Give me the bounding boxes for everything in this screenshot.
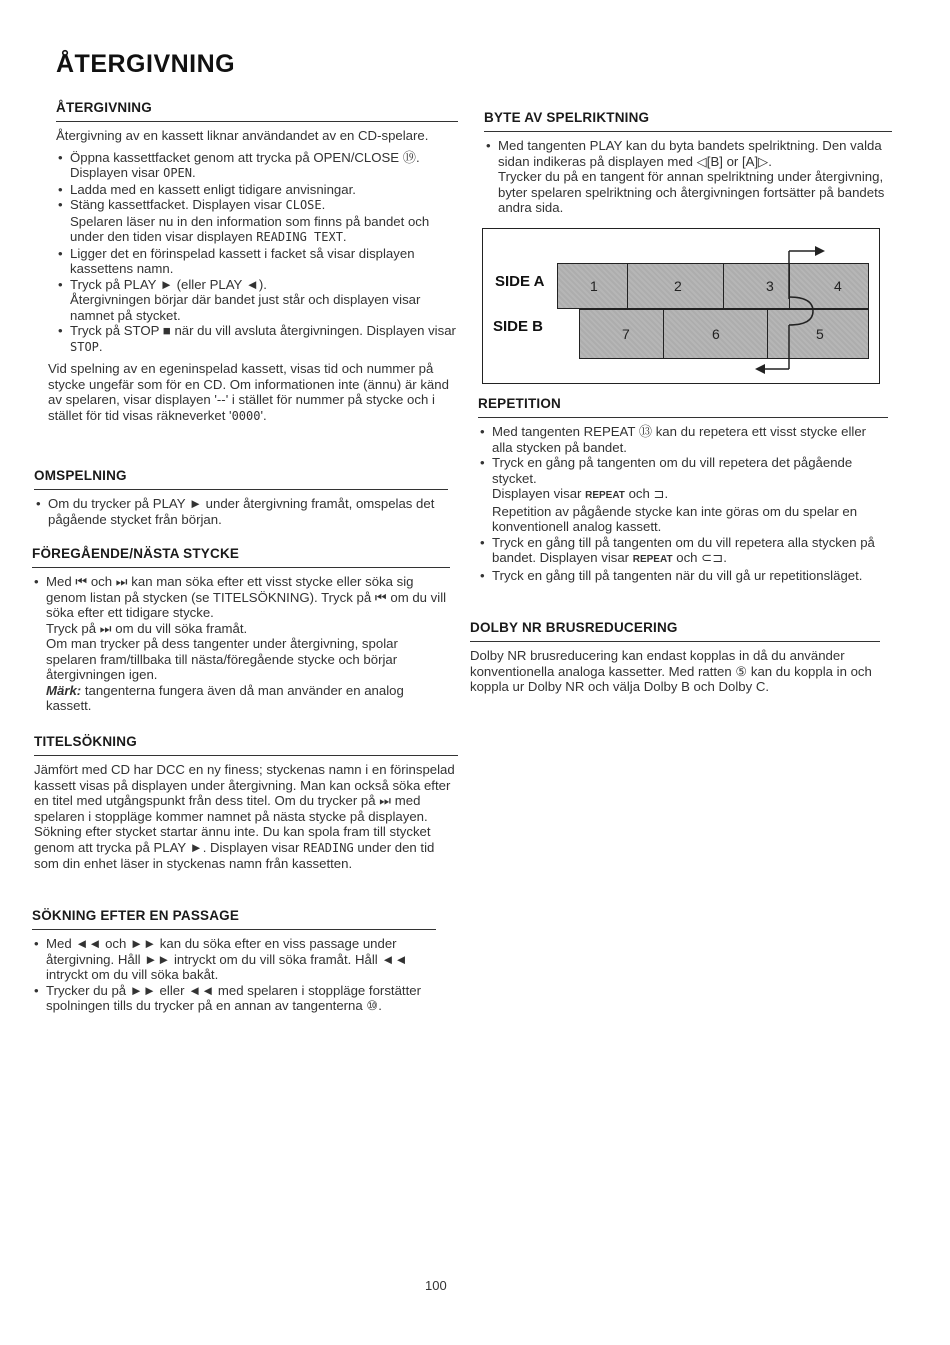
body-text: Jämfört med CD har DCC en ny finess; styckenas namn i en förinspelad kassett visas på displayen under återgivning. Man kan också söka efter en titel med utgångspunkt från dess titel. Om du trycker på ⏭ med spelaren i stoppläge kommer namnet på nästa stycke på displayen. Sökning efter stycket startar ännu inte. Du kan spola fram till stycket genom att trycka på PLAY ►. Displayen visar READING under den tid som din enhet läser in styckenas namn från kassetten. xyxy=(34,762,455,871)
track-cell: 2 xyxy=(628,264,724,308)
display-readout: REPEAT xyxy=(632,554,673,565)
bullet-list xyxy=(32,936,436,1014)
list-item: • Trycker du på ►► eller ◄◄ med spelaren i stoppläge forstätter spolningen tills du trycker på en annan av tangenterna ⑩. xyxy=(32,983,436,1014)
list-item: • Med tangenten REPEAT ⑬ kan du repetera ett visst stycke eller alla stycken på bandet. xyxy=(478,424,888,455)
section-heading: OMSPELNING xyxy=(34,468,448,490)
tape-track-diagram xyxy=(482,228,880,384)
list-item: • Tryck en gång till på tangenten om du vill repetera alla stycken på bandet. Displayen visar REPEAT och ⊂⊐. xyxy=(478,535,888,568)
track-cell: 4 xyxy=(834,278,842,294)
section-byte xyxy=(484,110,892,216)
list-item: • Stäng kassettfacket. Displayen visar CLOSE. Spelaren läser nu in den information som finns på bandet och under den tiden visar displayen READING TEXT. xyxy=(56,197,458,246)
bullet-list xyxy=(478,424,888,583)
list-item: • Om du trycker på PLAY ► under återgivning framåt, omspelas det pågående stycket från början. xyxy=(34,496,448,527)
side-b-label: SIDE B xyxy=(493,318,544,335)
track-cell: 7 xyxy=(580,310,664,358)
section-heading: BYTE AV SPELRIKTNING xyxy=(484,110,892,132)
list-item xyxy=(56,150,458,182)
reverse-arrow xyxy=(755,325,789,374)
section-foregaende xyxy=(32,546,450,714)
reverse-curve xyxy=(789,297,813,325)
track-cell: 1 xyxy=(558,264,628,308)
bullet-list xyxy=(32,574,450,714)
bullet-list xyxy=(484,138,892,216)
bullet-list xyxy=(56,150,458,356)
list-item: • Tryck en gång på tangenten om du vill repetera det pågående stycket. Displayen visar REPEAT och ⊐. Repetition av pågående stycke kan inte göras om du spelar en konventionell analog kassett. xyxy=(478,455,888,535)
section-heading: DOLBY NR BRUSREDUCERING xyxy=(470,620,880,642)
page-number: 100 xyxy=(425,1278,447,1293)
bullet-list xyxy=(34,496,448,527)
list-item: • Med tangenten PLAY kan du byta bandets spelriktning. Den valda sidan indikeras på displayen med ◁[B] or [A]▷. Trycker du på en tangent för annan spelriktning under återgivning, byter spelaren spelriktning och återgivningen fortsätter på bandets andra sida. xyxy=(484,138,892,216)
forward-arrow xyxy=(789,246,825,299)
page-title: ÅTERGIVNING xyxy=(56,50,236,78)
section-heading: SÖKNING EFTER EN PASSAGE xyxy=(32,908,436,930)
display-readout: REPEAT xyxy=(585,490,625,501)
direction-arrows xyxy=(483,229,879,383)
section-omspelning xyxy=(34,468,448,527)
track-cell: 6 xyxy=(664,310,768,358)
section-heading: ÅTERGIVNING xyxy=(56,100,458,122)
section-heading: FÖREGÅENDE/NÄSTA STYCKE xyxy=(32,546,450,568)
note-label: Märk: xyxy=(46,682,82,698)
track-cell: 5 xyxy=(816,326,824,342)
list-item: • Ladda med en kassett enligt tidigare anvisningar. xyxy=(56,182,458,198)
display-readout: CLOSE xyxy=(285,198,322,212)
body-text: Dolby NR brusreducering kan endast kopplas in då du använder konventionella analoga kassetter. Med ratten ⑤ kan du koppla in och koppla ur Dolby NR och välja Dolby B och Dolby C. xyxy=(470,648,872,694)
list-item: • Tryck på PLAY ► (eller PLAY ◄). Återgivningen börjar där bandet just står och displayen visar namnet på stycket. xyxy=(56,277,458,324)
section-heading: REPETITION xyxy=(478,396,888,418)
display-readout: OPEN xyxy=(163,166,192,180)
item-subtext: Displayen visar OPEN. xyxy=(70,165,196,180)
track-cell: 3 xyxy=(724,264,790,308)
list-item: • Med ◄◄ och ►► kan du söka efter en viss passage under återgivning. Håll ►► intryckt om du vill söka framåt. Håll ◄◄ intryckt om du vill söka bakåt. xyxy=(32,936,436,983)
list-item: • Tryck på STOP ■ när du vill avsluta återgivningen. Displayen visar STOP. xyxy=(56,323,458,355)
list-item: • Tryck en gång till på tangenten när du vill gå ur repetitionsläget. xyxy=(478,568,888,584)
display-readout: STOP xyxy=(70,339,99,354)
intro-text: Återgivning av en kassett liknar användandet av en CD-spelare. xyxy=(56,128,429,143)
section-sokning xyxy=(32,908,436,1014)
section-heading: TITELSÖKNING xyxy=(34,734,458,756)
section-atergivning xyxy=(48,100,458,424)
side-a-label: SIDE A xyxy=(495,273,545,290)
outro-text: Vid spelning av en egeninspelad kassett, visas tid och nummer på stycke ungefär som för en CD. Om informationen inte (ännu) är känd av spelaren, visar displayen '--' i stället för nummer på stycke och i stället för tid visas räkneverket '0000'. xyxy=(48,361,449,423)
list-item: • Ligger det en förinspelad kassett i facket så visar displayen kassettens namn. xyxy=(56,246,458,277)
item-text: • Öppna kassettfacket genom att trycka på OPEN/CLOSE ⑲. xyxy=(70,149,420,165)
section-repetition xyxy=(478,396,888,583)
display-readout: READING TEXT xyxy=(256,230,343,244)
section-dolby xyxy=(470,620,880,695)
section-titelsokning xyxy=(34,734,458,872)
list-item: • Med ⏮ och ⏭ kan man söka efter ett visst stycke eller söka sig genom listan på stycken (se TITELSÖKNING). Tryck på ⏮ om du vill söka efter ett tidigare stycke. Tryck på ⏭ om du vill söka framåt. Om man trycker på dess tangenter under återgivning, spolar spelaren fram/tillbaka till nästa/föregående stycke och börjar återgivningen igen. Märk: tangenterna fungera även då man använder en analog kassett. xyxy=(32,574,450,714)
